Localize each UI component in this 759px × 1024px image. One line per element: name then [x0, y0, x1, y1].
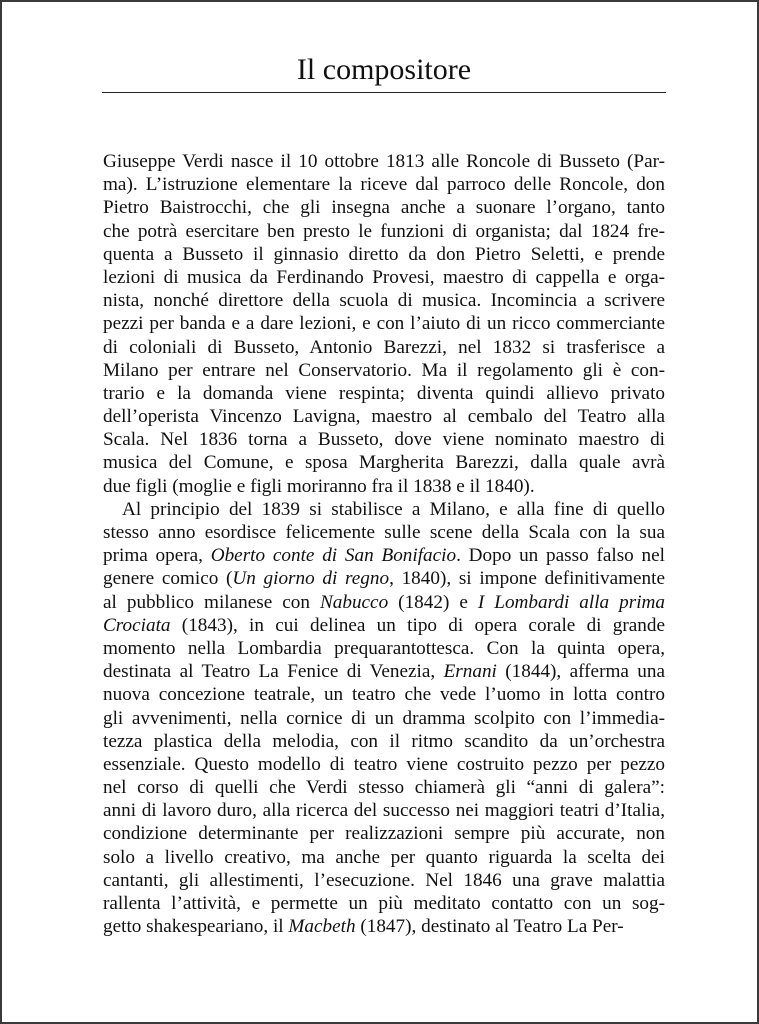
- text-segment: Giuseppe Verdi nasce il 10 ottobre 1813 alle Roncole di Busseto (Par-: [103, 151, 665, 172]
- text-segment: . Dopo un passo falso nel: [456, 545, 665, 567]
- text-line: [103, 451, 665, 474]
- text-segment: quenta a Busseto il ginnasio diretto da don Pietro Seletti, e prende: [103, 243, 665, 265]
- paragraph: [103, 150, 665, 498]
- page-title: Il compositore: [296, 53, 472, 86]
- text-segment: condizione determinante per realizzazioni sempre più accurate, non: [103, 823, 665, 845]
- italic-title-text: Crociata: [103, 614, 171, 636]
- text-line: [103, 243, 665, 266]
- text-segment: essenziale. Questo modello di teatro viene costruito pezzo per pezzo: [103, 753, 665, 775]
- italic-title-text: Nabucco: [319, 591, 389, 613]
- text-segment: che potrà esercitare ben presto le funzioni di organista; dal 1824 fre-: [103, 220, 665, 242]
- text-segment: musica del Comune, e sposa Margherita Barezzi, dalla quale avrà: [103, 452, 665, 474]
- text-segment: dell’operista Vincenzo Lavigna, maestro al cembalo del Teatro alla: [103, 406, 665, 428]
- text-segment: al pubblico milanese con: [103, 591, 320, 613]
- text-segment: (1842) e: [388, 591, 478, 613]
- text-segment: pezzi per banda e a dare lezioni, e con l’aiuto di un ricco commerciante: [103, 313, 665, 335]
- text-line: [103, 544, 665, 567]
- title-rule-divider: [102, 92, 666, 93]
- text-line: [103, 382, 665, 405]
- text-line: [103, 196, 665, 219]
- text-segment: nista, nonché direttore della scuola di musica. Incomincia a scrivere: [103, 290, 665, 312]
- text-line: [103, 150, 665, 173]
- text-segment: (1844), afferma una: [496, 661, 665, 683]
- text-segment: due figli (moglie e figli moriranno fra il 1838 e il 1840).: [103, 475, 535, 497]
- text-segment: momento nella Lombardia prequarantottesca. Con la quinta opera,: [103, 637, 665, 659]
- body-text: [103, 150, 665, 938]
- text-line: [103, 428, 665, 451]
- text-segment: (1847), destinato al Teatro La Per-: [355, 916, 624, 938]
- text-segment: cantanti, gli allestimenti, l’esecuzione. Nel 1846 una grave malattia: [103, 869, 665, 891]
- text-segment: di coloniali di Busseto, Antonio Barezzi, nel 1832 si trasferisce a: [103, 336, 665, 358]
- text-segment: Scala. Nel 1836 torna a Busseto, dove viene nominato maestro di: [103, 429, 665, 451]
- text-segment: Al principio del 1839 si stabilisce a Milano, e alla fine di quello: [122, 498, 665, 520]
- italic-title-text: Oberto conte di San Bonifacio: [210, 545, 457, 567]
- text-line: [103, 312, 665, 335]
- text-segment: getto shakespeariano, il: [103, 916, 289, 938]
- text-segment: lezioni di musica da Ferdinando Provesi, maestro di cappella e orga-: [103, 266, 665, 288]
- text-line: [103, 266, 665, 289]
- italic-title-text: I Lombardi alla prima: [477, 591, 665, 613]
- text-line: [103, 753, 665, 776]
- text-line: [103, 776, 665, 799]
- text-line: [103, 822, 665, 845]
- text-line: [103, 336, 665, 359]
- text-segment: tezza plastica della melodia, con il ritmo scandito da un’orchestra: [103, 730, 665, 752]
- text-segment: Milano per entrare nel Conservatorio. Ma il regolamento gli è con-: [103, 359, 665, 381]
- text-segment: rallenta l’attività, e permette un più meditato contatto con un sog-: [103, 893, 665, 914]
- text-line: [103, 846, 665, 869]
- text-segment: , 1840), si impone definitivamente: [389, 568, 665, 590]
- text-line: [103, 521, 665, 544]
- text-line: [103, 475, 665, 498]
- text-line: [103, 637, 665, 660]
- text-line: [103, 591, 665, 614]
- text-line: [103, 173, 665, 196]
- text-line: [103, 869, 665, 892]
- text-segment: solo a livello creativo, ma anche per quanto riguarda la scelta dei: [103, 846, 665, 868]
- text-line: [103, 498, 665, 521]
- text-line: [103, 892, 665, 915]
- text-line: [103, 707, 665, 730]
- text-segment: (1843), in cui delinea un tipo di opera corale di grande: [170, 614, 665, 636]
- text-line: [103, 730, 665, 753]
- text-line: [103, 683, 665, 706]
- text-line: [103, 289, 665, 312]
- text-line: [103, 799, 665, 822]
- text-line: [103, 660, 665, 683]
- text-segment: Pietro Baistrocchi, che gli insegna anche a suonare l’organo, tanto: [103, 197, 665, 219]
- text-line: [103, 567, 665, 590]
- paragraph: [103, 498, 665, 939]
- text-line: [103, 405, 665, 428]
- text-segment: prima opera,: [103, 545, 211, 567]
- text-segment: trario e la domanda viene respinta; diventa quindi allievo privato: [103, 382, 665, 404]
- text-line: [103, 614, 665, 637]
- text-segment: destinata al Teatro La Fenice di Venezia,: [103, 661, 444, 683]
- text-segment: gli avvenimenti, nella cornice di un dramma scolpito con l’immedia-: [103, 707, 665, 729]
- text-segment: stesso anno esordisce felicemente sulle scene della Scala con la sua: [103, 522, 665, 543]
- text-segment: nuova concezione teatrale, un teatro che vede l’uomo in lotta contro: [103, 684, 665, 706]
- text-line: [103, 359, 665, 382]
- text-segment: nel corso di quelli che Verdi stesso chiamerà gli “anni di galera”:: [103, 777, 665, 799]
- italic-title-text: Un giorno di regno: [232, 568, 390, 590]
- italic-title-text: Ernani: [443, 661, 497, 683]
- text-line: [103, 220, 665, 243]
- italic-title-text: Macbeth: [288, 916, 356, 938]
- text-segment: ma). L’istruzione elementare la riceve dal parroco delle Roncole, don: [103, 174, 665, 196]
- text-segment: anni di lavoro duro, alla ricerca del successo nei maggiori teatri d’Italia,: [103, 800, 665, 822]
- text-segment: genere comico (: [103, 568, 233, 590]
- text-line: [103, 915, 665, 938]
